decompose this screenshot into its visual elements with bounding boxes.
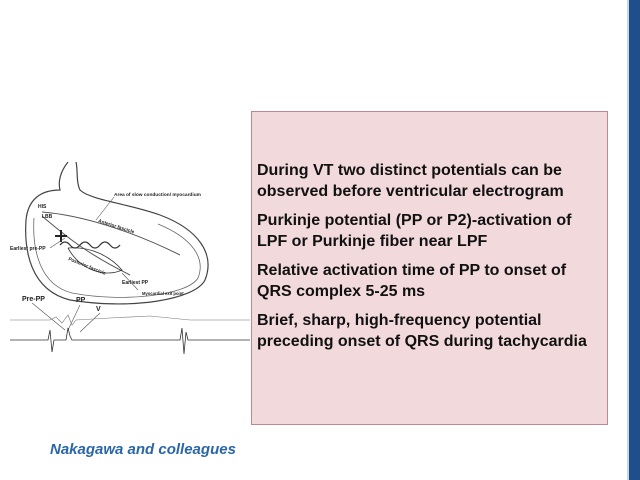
slow-conduction-path [60, 242, 120, 248]
label-slow-area: Area of slow conduction/ myocardium [114, 193, 201, 198]
earliest-prepp-marker [55, 230, 67, 242]
bullet-text-2: Purkinje potential (PP or P2)-activation of LPF or Purkinje fiber near LPF [257, 212, 572, 250]
label-earliest-pp: Earliest PP [122, 280, 149, 286]
right-accent-bar [629, 0, 640, 480]
label-lbb: LBB [42, 214, 53, 220]
electrogram-trace-lower [10, 328, 250, 354]
bullet-text-4: Brief, sharp, high-frequency potential preceding onset of QRS during tachycardia [257, 312, 587, 350]
bullet-text-1: During VT two distinct potentials can be observed before ventricular electrogram [257, 162, 564, 200]
label-his: HIS [38, 204, 47, 210]
info-text-box [251, 111, 608, 425]
label-pp: PP [76, 297, 86, 304]
source-caption: Nakagawa and colleagues [50, 441, 236, 458]
label-pre-pp: Pre-PP [22, 296, 45, 303]
label-anterior-fascicle: Anterior fascicle [97, 219, 135, 236]
label-myocardial-exit: Myocardial exit point [142, 291, 184, 296]
electrogram-trace-upper [10, 315, 250, 325]
bullet-text-3: Relative activation time of PP to onset of QRS complex 5-25 ms [257, 262, 567, 300]
label-posterior-fascicle: Posterior fascicle [67, 257, 107, 277]
label-v: V [96, 306, 101, 313]
purkinje-diagram [10, 160, 250, 370]
label-earliest-prepp: Earliest pre-PP [10, 246, 46, 252]
